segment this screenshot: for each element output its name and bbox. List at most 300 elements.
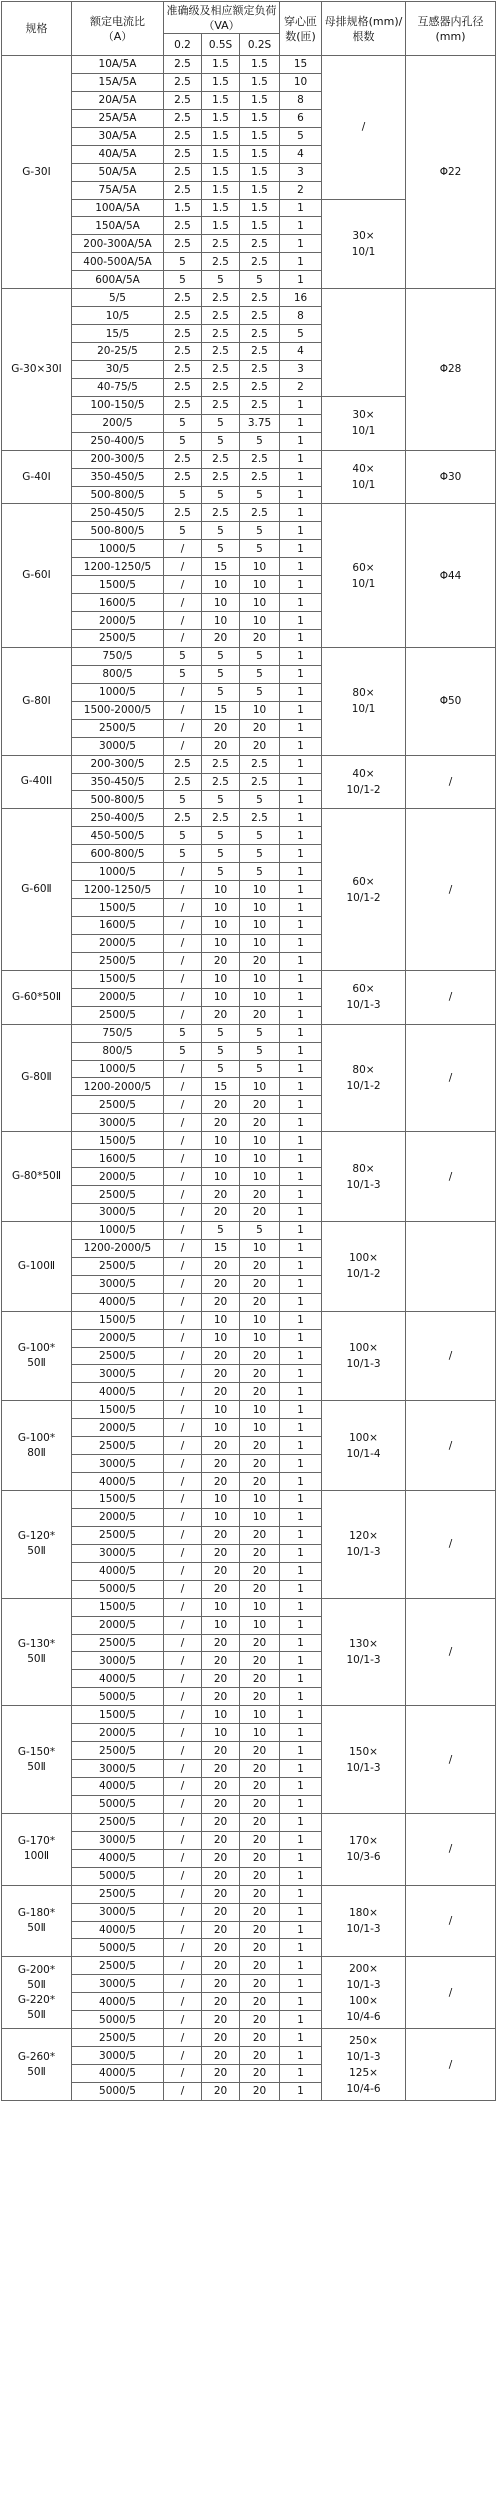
load-0.2s-cell: 5 — [240, 522, 280, 540]
load-0.2s-cell: 20 — [240, 1257, 280, 1275]
load-0.2-cell: / — [164, 1096, 202, 1114]
ratio-cell: 3000/5 — [72, 1831, 164, 1849]
turns-cell: 3 — [280, 163, 322, 181]
load-0.2s-cell: 20 — [240, 1293, 280, 1311]
load-0.5s-cell: 20 — [202, 1778, 240, 1796]
hole-cell: / — [406, 755, 496, 809]
load-0.5s-cell: 10 — [202, 1491, 240, 1509]
load-0.2-cell: / — [164, 1939, 202, 1957]
model-cell: G-130* 50Ⅱ — [2, 1598, 72, 1706]
load-0.2-cell: / — [164, 719, 202, 737]
ratio-cell: 2500/5 — [72, 1186, 164, 1204]
load-0.2s-cell: 10 — [240, 612, 280, 630]
load-0.2s-cell: 5 — [240, 845, 280, 863]
model-cell: G-60I — [2, 504, 72, 648]
load-0.5s-cell: 1.5 — [202, 109, 240, 127]
ratio-cell: 20A/5A — [72, 91, 164, 109]
load-0.2-cell: / — [164, 683, 202, 701]
hole-cell: / — [406, 1957, 496, 2029]
header-model: 规格 — [2, 2, 72, 56]
load-0.5s-cell: 5 — [202, 647, 240, 665]
ratio-cell: 1500/5 — [72, 970, 164, 988]
hole-cell: Φ28 — [406, 289, 496, 450]
model-cell: G-30I — [2, 56, 72, 289]
load-0.5s-cell: 20 — [202, 1526, 240, 1544]
ratio-cell: 3000/5 — [72, 1975, 164, 1993]
turns-cell: 1 — [280, 468, 322, 486]
turns-cell: 1 — [280, 1706, 322, 1724]
load-0.5s-cell: 10 — [202, 1724, 240, 1742]
busbar-cell: / — [322, 56, 406, 200]
turns-cell: 2 — [280, 181, 322, 199]
turns-cell: 1 — [280, 791, 322, 809]
ratio-cell: 1500/5 — [72, 1706, 164, 1724]
load-0.2-cell: / — [164, 1401, 202, 1419]
load-0.2-cell: / — [164, 1760, 202, 1778]
hole-cell: Φ50 — [406, 647, 496, 755]
turns-cell: 6 — [280, 109, 322, 127]
ratio-cell: 150A/5A — [72, 217, 164, 235]
ratio-cell: 350-450/5 — [72, 468, 164, 486]
load-0.2s-cell: 5 — [240, 827, 280, 845]
load-0.2-cell: / — [164, 594, 202, 612]
turns-cell: 1 — [280, 1885, 322, 1903]
turns-cell: 1 — [280, 1347, 322, 1365]
turns-cell: 1 — [280, 1293, 322, 1311]
load-0.2s-cell: 2.5 — [240, 504, 280, 522]
load-0.2s-cell: 20 — [240, 1795, 280, 1813]
model-cell: G-60Ⅱ — [2, 809, 72, 970]
load-0.5s-cell: 2.5 — [202, 773, 240, 791]
load-0.2-cell: / — [164, 1186, 202, 1204]
load-0.5s-cell: 20 — [202, 1939, 240, 1957]
table-row — [2, 450, 496, 468]
load-0.5s-cell: 1.5 — [202, 56, 240, 74]
load-0.2s-cell: 20 — [240, 1778, 280, 1796]
table-row — [2, 755, 496, 773]
load-0.2s-cell: 20 — [240, 2065, 280, 2083]
hole-cell: / — [406, 1132, 496, 1222]
turns-cell: 1 — [280, 1275, 322, 1293]
load-0.2-cell: / — [164, 630, 202, 648]
load-0.2s-cell: 10 — [240, 1419, 280, 1437]
turns-cell: 1 — [280, 1652, 322, 1670]
load-0.5s-cell: 10 — [202, 917, 240, 935]
load-0.5s-cell: 5 — [202, 863, 240, 881]
load-0.5s-cell: 10 — [202, 988, 240, 1006]
table-row — [2, 809, 496, 827]
ratio-cell: 1200-1250/5 — [72, 881, 164, 899]
load-0.5s-cell: 10 — [202, 1401, 240, 1419]
ratio-cell: 2500/5 — [72, 630, 164, 648]
turns-cell: 1 — [280, 1311, 322, 1329]
load-0.5s-cell: 2.5 — [202, 468, 240, 486]
load-0.2s-cell: 10 — [240, 1078, 280, 1096]
load-0.5s-cell: 2.5 — [202, 360, 240, 378]
load-0.2s-cell: 5 — [240, 665, 280, 683]
load-0.2-cell: / — [164, 1724, 202, 1742]
turns-cell: 1 — [280, 809, 322, 827]
load-0.2-cell: / — [164, 1221, 202, 1239]
load-0.5s-cell: 20 — [202, 1831, 240, 1849]
ratio-cell: 2500/5 — [72, 1437, 164, 1455]
load-0.2s-cell: 20 — [240, 1885, 280, 1903]
turns-cell: 1 — [280, 1760, 322, 1778]
table-row — [2, 1706, 496, 1724]
ratio-cell: 2500/5 — [72, 1096, 164, 1114]
load-0.5s-cell: 20 — [202, 1006, 240, 1024]
load-0.2-cell: 5 — [164, 1024, 202, 1042]
load-0.2-cell: / — [164, 2082, 202, 2100]
ratio-cell: 1500/5 — [72, 1491, 164, 1509]
load-0.2-cell: / — [164, 1311, 202, 1329]
load-0.2-cell: / — [164, 1598, 202, 1616]
turns-cell: 1 — [280, 737, 322, 755]
load-0.2s-cell: 10 — [240, 1508, 280, 1526]
turns-cell: 1 — [280, 1508, 322, 1526]
load-0.2-cell: 2.5 — [164, 755, 202, 773]
load-0.5s-cell: 15 — [202, 1078, 240, 1096]
load-0.2-cell: 2.5 — [164, 343, 202, 361]
load-0.2s-cell: 10 — [240, 1329, 280, 1347]
ratio-cell: 2500/5 — [72, 1257, 164, 1275]
load-0.5s-cell: 2.5 — [202, 343, 240, 361]
turns-cell: 15 — [280, 56, 322, 74]
turns-cell: 1 — [280, 952, 322, 970]
load-0.2s-cell: 2.5 — [240, 235, 280, 253]
load-0.2-cell: / — [164, 1329, 202, 1347]
turns-cell: 1 — [280, 558, 322, 576]
table-header — [2, 2, 496, 56]
model-cell: G-100Ⅱ — [2, 1221, 72, 1311]
turns-cell: 1 — [280, 1437, 322, 1455]
busbar-cell: 80× 10/1-2 — [322, 1024, 406, 1132]
ratio-cell: 4000/5 — [72, 1383, 164, 1401]
load-0.2s-cell: 20 — [240, 1186, 280, 1204]
load-0.2s-cell: 5 — [240, 683, 280, 701]
ratio-cell: 3000/5 — [72, 1544, 164, 1562]
turns-cell: 1 — [280, 1042, 322, 1060]
load-0.2-cell: / — [164, 1293, 202, 1311]
ratio-cell: 10A/5A — [72, 56, 164, 74]
turns-cell: 1 — [280, 719, 322, 737]
turns-cell: 1 — [280, 540, 322, 558]
load-0.5s-cell: 5 — [202, 1221, 240, 1239]
load-0.5s-cell: 20 — [202, 1186, 240, 1204]
load-0.2-cell: 5 — [164, 1042, 202, 1060]
load-0.2s-cell: 20 — [240, 737, 280, 755]
busbar-cell: 40× 10/1-2 — [322, 755, 406, 809]
turns-cell: 1 — [280, 1204, 322, 1222]
load-0.2s-cell: 20 — [240, 2011, 280, 2029]
ratio-cell: 3000/5 — [72, 1652, 164, 1670]
load-0.5s-cell: 20 — [202, 630, 240, 648]
ratio-cell: 40-75/5 — [72, 378, 164, 396]
busbar-cell: 60× 10/1 — [322, 504, 406, 648]
load-0.5s-cell: 2.5 — [202, 450, 240, 468]
load-0.5s-cell: 10 — [202, 970, 240, 988]
load-0.2-cell: / — [164, 1078, 202, 1096]
ratio-cell: 2500/5 — [72, 1634, 164, 1652]
load-0.2s-cell: 20 — [240, 1903, 280, 1921]
ratio-cell: 200-300A/5A — [72, 235, 164, 253]
load-0.2s-cell: 20 — [240, 1670, 280, 1688]
turns-cell: 1 — [280, 1670, 322, 1688]
model-cell: G-40I — [2, 450, 72, 504]
turns-cell: 1 — [280, 1867, 322, 1885]
load-0.2-cell: / — [164, 1688, 202, 1706]
load-0.2-cell: / — [164, 558, 202, 576]
table-row — [2, 1957, 496, 1975]
table-row — [2, 1132, 496, 1150]
ratio-cell: 350-450/5 — [72, 773, 164, 791]
load-0.2-cell: / — [164, 1060, 202, 1078]
load-0.2-cell: 2.5 — [164, 773, 202, 791]
load-0.5s-cell: 10 — [202, 1419, 240, 1437]
load-0.2s-cell: 10 — [240, 1491, 280, 1509]
load-0.5s-cell: 20 — [202, 1383, 240, 1401]
turns-cell: 1 — [280, 1473, 322, 1491]
load-0.2-cell: / — [164, 1778, 202, 1796]
ratio-cell: 25A/5A — [72, 109, 164, 127]
turns-cell: 1 — [280, 1778, 322, 1796]
ratio-cell: 1500-2000/5 — [72, 701, 164, 719]
table-row — [2, 2029, 496, 2047]
load-0.2-cell: / — [164, 1885, 202, 1903]
load-0.5s-cell: 20 — [202, 1365, 240, 1383]
turns-cell: 1 — [280, 630, 322, 648]
ratio-cell: 400-500A/5A — [72, 253, 164, 271]
ratio-cell: 10/5 — [72, 307, 164, 325]
load-0.2-cell: / — [164, 1473, 202, 1491]
load-0.2-cell: 2.5 — [164, 396, 202, 414]
load-0.2-cell: 2.5 — [164, 809, 202, 827]
hole-cell: Φ44 — [406, 504, 496, 648]
turns-cell: 1 — [280, 701, 322, 719]
load-0.5s-cell: 10 — [202, 612, 240, 630]
turns-cell: 1 — [280, 1096, 322, 1114]
load-0.5s-cell: 20 — [202, 2065, 240, 2083]
load-0.2-cell: / — [164, 1580, 202, 1598]
ratio-cell: 30/5 — [72, 360, 164, 378]
ratio-cell: 3000/5 — [72, 1114, 164, 1132]
load-0.2-cell: 2.5 — [164, 109, 202, 127]
load-0.2s-cell: 10 — [240, 934, 280, 952]
ratio-cell: 3000/5 — [72, 1455, 164, 1473]
turns-cell: 1 — [280, 827, 322, 845]
turns-cell: 8 — [280, 307, 322, 325]
load-0.2-cell: / — [164, 863, 202, 881]
load-0.2s-cell: 1.5 — [240, 73, 280, 91]
turns-cell: 1 — [280, 1455, 322, 1473]
load-0.2s-cell: 2.5 — [240, 360, 280, 378]
ratio-cell: 5000/5 — [72, 1688, 164, 1706]
load-0.2-cell: 5 — [164, 827, 202, 845]
hole-cell: Φ30 — [406, 450, 496, 504]
load-0.2s-cell: 1.5 — [240, 91, 280, 109]
load-0.2-cell: 5 — [164, 432, 202, 450]
turns-cell: 1 — [280, 1401, 322, 1419]
load-0.2-cell: / — [164, 540, 202, 558]
model-cell: G-170* 100Ⅱ — [2, 1813, 72, 1885]
turns-cell: 8 — [280, 91, 322, 109]
ratio-cell: 2500/5 — [72, 1742, 164, 1760]
load-0.5s-cell: 10 — [202, 899, 240, 917]
model-cell: G-120* 50Ⅱ — [2, 1491, 72, 1599]
load-0.2s-cell: 20 — [240, 1849, 280, 1867]
load-0.5s-cell: 10 — [202, 594, 240, 612]
turns-cell: 1 — [280, 199, 322, 217]
busbar-cell: 60× 10/1-3 — [322, 970, 406, 1024]
turns-cell: 1 — [280, 1688, 322, 1706]
load-0.2-cell: / — [164, 1204, 202, 1222]
ratio-cell: 5000/5 — [72, 2082, 164, 2100]
load-0.5s-cell: 20 — [202, 1652, 240, 1670]
turns-cell: 1 — [280, 1239, 322, 1257]
load-0.5s-cell: 10 — [202, 1616, 240, 1634]
turns-cell: 1 — [280, 1114, 322, 1132]
ratio-cell: 1200-1250/5 — [72, 558, 164, 576]
turns-cell: 4 — [280, 145, 322, 163]
ratio-cell: 250-400/5 — [72, 809, 164, 827]
load-0.2s-cell: 5 — [240, 271, 280, 289]
turns-cell: 1 — [280, 2011, 322, 2029]
load-0.2s-cell: 10 — [240, 1706, 280, 1724]
turns-cell: 1 — [280, 432, 322, 450]
ratio-cell: 200-300/5 — [72, 450, 164, 468]
table-body — [2, 56, 496, 2101]
turns-cell: 1 — [280, 522, 322, 540]
ratio-cell: 5/5 — [72, 289, 164, 307]
load-0.2s-cell: 20 — [240, 1114, 280, 1132]
load-0.2s-cell: 2.5 — [240, 325, 280, 343]
hole-cell: / — [406, 1401, 496, 1491]
hole-cell: / — [406, 970, 496, 1024]
turns-cell: 1 — [280, 217, 322, 235]
ratio-cell: 2500/5 — [72, 1957, 164, 1975]
load-0.5s-cell: 10 — [202, 934, 240, 952]
load-0.2s-cell: 20 — [240, 1813, 280, 1831]
load-0.2-cell: / — [164, 1383, 202, 1401]
ratio-cell: 4000/5 — [72, 1778, 164, 1796]
header-class-1: 0.5S — [202, 34, 240, 56]
load-0.2-cell: / — [164, 1706, 202, 1724]
ratio-cell: 5000/5 — [72, 2011, 164, 2029]
load-0.5s-cell: 20 — [202, 1347, 240, 1365]
load-0.5s-cell: 20 — [202, 1849, 240, 1867]
load-0.5s-cell: 10 — [202, 1311, 240, 1329]
ratio-cell: 4000/5 — [72, 2065, 164, 2083]
load-0.2s-cell: 20 — [240, 2029, 280, 2047]
load-0.2s-cell: 20 — [240, 952, 280, 970]
ratio-cell: 2000/5 — [72, 1616, 164, 1634]
load-0.2-cell: / — [164, 1365, 202, 1383]
load-0.2-cell: / — [164, 1670, 202, 1688]
load-0.2-cell: 2.5 — [164, 468, 202, 486]
ratio-cell: 2500/5 — [72, 2029, 164, 2047]
turns-cell: 1 — [280, 647, 322, 665]
turns-cell: 1 — [280, 1383, 322, 1401]
load-0.2-cell: 1.5 — [164, 199, 202, 217]
turns-cell: 1 — [280, 1526, 322, 1544]
turns-cell: 1 — [280, 934, 322, 952]
load-0.5s-cell: 20 — [202, 2029, 240, 2047]
turns-cell: 1 — [280, 683, 322, 701]
turns-cell: 1 — [280, 1491, 322, 1509]
hole-cell: / — [406, 1813, 496, 1885]
load-0.2s-cell: 1.5 — [240, 181, 280, 199]
load-0.2-cell: / — [164, 1132, 202, 1150]
load-0.2-cell: / — [164, 934, 202, 952]
turns-cell: 10 — [280, 73, 322, 91]
load-0.5s-cell: 10 — [202, 1598, 240, 1616]
load-0.2-cell: / — [164, 881, 202, 899]
load-0.5s-cell: 20 — [202, 1580, 240, 1598]
turns-cell: 1 — [280, 1329, 322, 1347]
load-0.2s-cell: 20 — [240, 1275, 280, 1293]
turns-cell: 4 — [280, 343, 322, 361]
load-0.5s-cell: 1.5 — [202, 217, 240, 235]
load-0.2-cell: / — [164, 1921, 202, 1939]
load-0.5s-cell: 2.5 — [202, 307, 240, 325]
table-row — [2, 1813, 496, 1831]
load-0.2s-cell: 20 — [240, 1742, 280, 1760]
load-0.5s-cell: 20 — [202, 1921, 240, 1939]
turns-cell: 1 — [280, 1939, 322, 1957]
load-0.2-cell: / — [164, 737, 202, 755]
model-cell: G-200* 50Ⅱ G-220* 50Ⅱ — [2, 1957, 72, 2029]
ratio-cell: 750/5 — [72, 1024, 164, 1042]
busbar-cell: 150× 10/1-3 — [322, 1706, 406, 1814]
ratio-cell: 1000/5 — [72, 683, 164, 701]
load-0.2s-cell: 20 — [240, 1544, 280, 1562]
load-0.5s-cell: 5 — [202, 1024, 240, 1042]
turns-cell: 1 — [280, 450, 322, 468]
load-0.2s-cell: 5 — [240, 1042, 280, 1060]
model-cell: G-80I — [2, 647, 72, 755]
turns-cell: 1 — [280, 881, 322, 899]
busbar-cell: 120× 10/1-3 — [322, 1491, 406, 1599]
hole-cell: / — [406, 1024, 496, 1132]
load-0.5s-cell: 20 — [202, 1634, 240, 1652]
load-0.2s-cell: 5 — [240, 863, 280, 881]
load-0.5s-cell: 1.5 — [202, 163, 240, 181]
turns-cell: 1 — [280, 594, 322, 612]
header-accuracy: 准确级及相应额定负荷（VA） — [164, 2, 280, 34]
load-0.2s-cell: 10 — [240, 881, 280, 899]
ratio-cell: 2000/5 — [72, 1419, 164, 1437]
load-0.2-cell: / — [164, 1634, 202, 1652]
ratio-cell: 2500/5 — [72, 719, 164, 737]
load-0.2s-cell: 10 — [240, 1150, 280, 1168]
ratio-cell: 1500/5 — [72, 1132, 164, 1150]
load-0.2s-cell: 20 — [240, 1455, 280, 1473]
table-row — [2, 504, 496, 522]
busbar-cell: 30× 10/1 — [322, 396, 406, 450]
load-0.2-cell: / — [164, 1526, 202, 1544]
load-0.2s-cell: 10 — [240, 970, 280, 988]
load-0.5s-cell: 5 — [202, 540, 240, 558]
load-0.2-cell: / — [164, 1652, 202, 1670]
ratio-cell: 100-150/5 — [72, 396, 164, 414]
load-0.2s-cell: 5 — [240, 1221, 280, 1239]
load-0.2-cell: / — [164, 1742, 202, 1760]
ratio-cell: 3000/5 — [72, 737, 164, 755]
hole-cell: / — [406, 1311, 496, 1401]
turns-cell: 1 — [280, 1831, 322, 1849]
model-cell: G-30×30I — [2, 289, 72, 450]
ratio-cell: 1500/5 — [72, 576, 164, 594]
